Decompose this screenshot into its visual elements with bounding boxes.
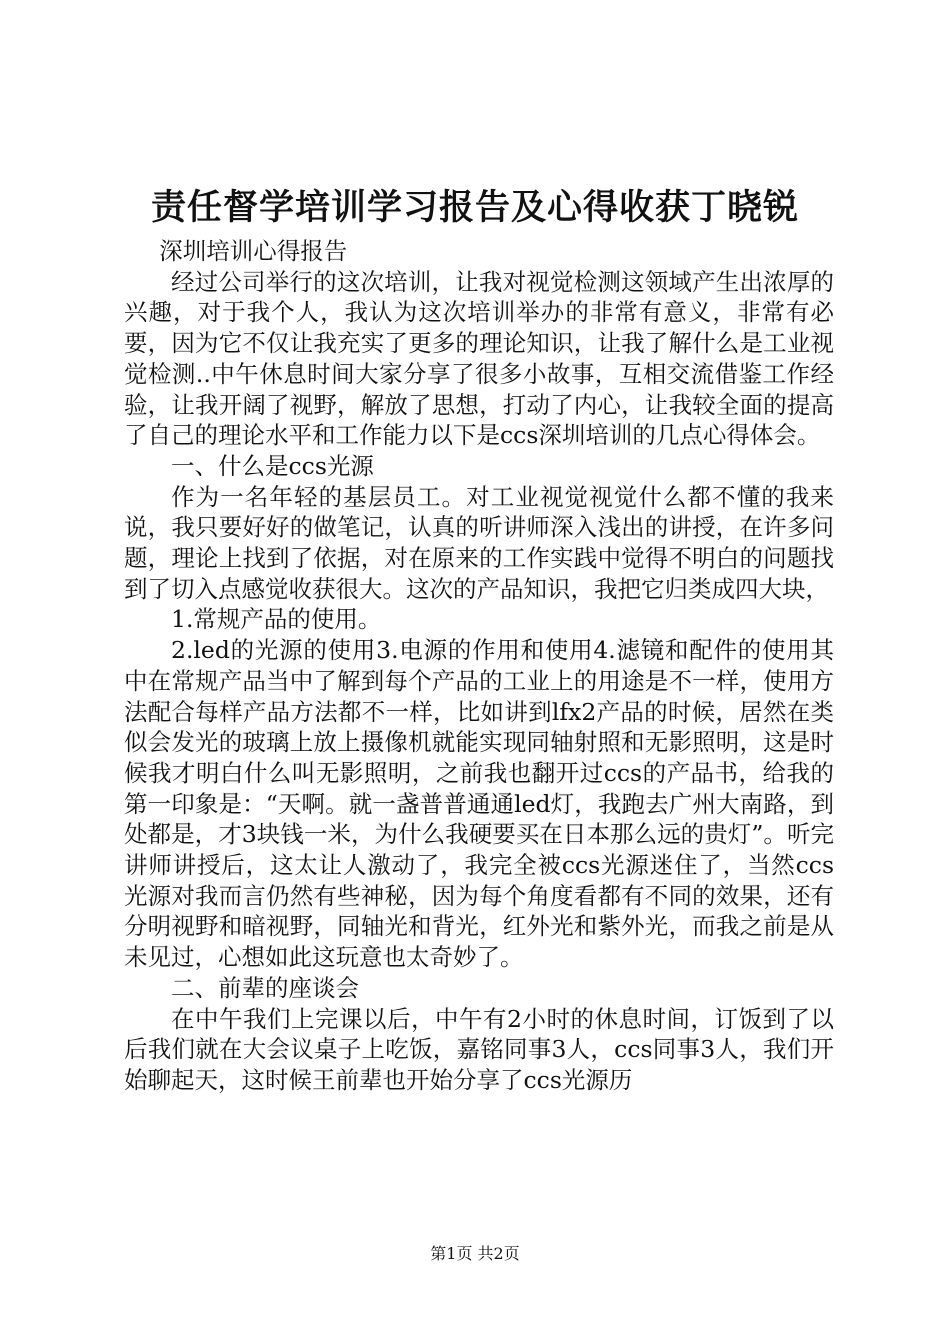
list-item-1: 1.常规产品的使用。 [171, 605, 382, 634]
document-subtitle: 深圳培训心得报告 [159, 237, 348, 265]
paragraph-section-1: 作为一名年轻的基层员工。对工业视觉视觉什么都不懂的我来说，我只要好好的做笔记，认真的听讲师深入浅出的讲授，在许多问题，理论上找到了依据，对在原来的工作实践中觉得不明白的问题找到了切入点感觉收获很大。这次的产品知识，我把它归类成四大块， [124, 482, 834, 603]
document-body [124, 236, 834, 1096]
page-number: 第1页 共2页 [430, 1244, 520, 1263]
document-title: 责任督学培训学习报告及心得收获丁晓锐 [150, 187, 799, 228]
section-heading-1: 一、什么是ccs光源 [171, 451, 374, 480]
paragraph-intro: 经过公司举行的这次培训，让我对视觉检测这领域产生出浓厚的兴趣，对于我个人，我认为这次培训举办的非常有意义，非常有必要，因为它不仅让我充实了更多的理论知识，让我了解什么是工业视觉检测..中午休息时间大家分享了很多小故事，互相交流借鉴工作经验，让我开阔了视野，解放了思想，打动了内心，让我较全面的提高了自己的理论水平和工作能力以下是ccs深圳培训的几点心得体会。 [124, 267, 834, 450]
section-heading-2: 二、前辈的座谈会 [171, 973, 359, 1002]
paragraph-section-2: 在中午我们上完课以后，中午有2小时的休息时间，订饭到了以后我们就在大会议桌子上吃饭，嘉铭同事3人，ccs同事3人，我们开始聊起天，这时候王前辈也开始分享了ccs光源历 [124, 1004, 834, 1094]
paragraph-list-items: 2.led的光源的使用3.电源的作用和使用4.滤镜和配件的使用其中在常规产品当中了解到每个产品的工业上的用途是不一样，使用方法配合每样产品方法都不一样，比如讲到lfx2产品的时候，居然在类似会发光的玻璃上放上摄像机就能实现同轴射照和无影照明，这是时候我才明白什么叫无影照明，之前我也翻开过ccs的产品书，给我的第一印象是：“天啊。就一盏普普通通led灯，我跑去广州大南路，到处都是，才3块钱一米，为什么我硬要买在日本那么远的贵灯”。听完讲师讲授后，这太让人激动了，我完全被ccs光源迷住了，当然ccs光源对我而言仍然有些神秘，因为每个角度看都有不同的效果，还有分明视野和暗视野，同轴光和背光，红外光和紫外光，而我之前是从未见过，心想如此这玩意也太奇妙了。 [124, 636, 834, 972]
